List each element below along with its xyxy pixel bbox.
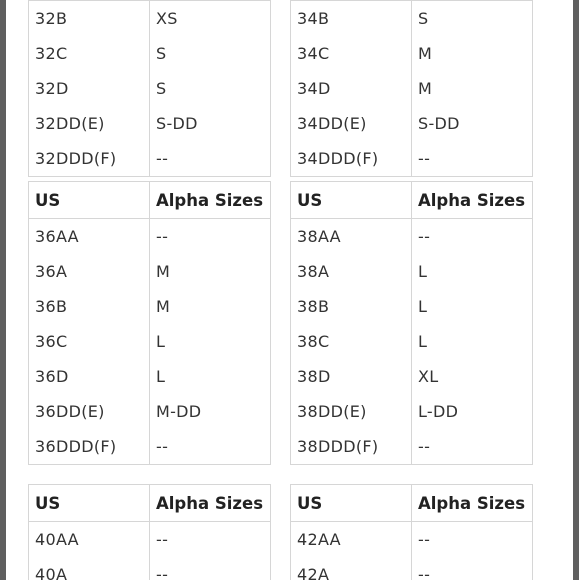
table-row xyxy=(29,557,271,580)
alpha-size-cell: -- xyxy=(156,530,169,549)
size-table-32 xyxy=(28,0,271,177)
us-size-cell: 36A xyxy=(29,254,150,289)
table-header-row xyxy=(29,485,271,522)
alpha-size-cell: -- xyxy=(418,530,431,549)
us-size-cell: 40A xyxy=(29,557,150,580)
table-header-row xyxy=(291,485,533,522)
us-size-cell: 38C xyxy=(291,324,412,359)
table-row xyxy=(291,71,533,106)
us-size-cell: 42AA xyxy=(291,522,412,558)
us-size-cell: 36AA xyxy=(29,219,150,255)
table-row xyxy=(29,36,271,71)
alpha-size-cell: XS xyxy=(156,9,178,28)
alpha-size-cell: S-DD xyxy=(156,114,198,133)
us-size-cell: 34C xyxy=(291,36,412,71)
column-header-alpha-sizes: Alpha Sizes xyxy=(150,485,271,522)
alpha-size-cell: L xyxy=(156,367,166,386)
alpha-size-cell: -- xyxy=(156,437,169,456)
table-row xyxy=(291,359,533,394)
us-size-cell: 32B xyxy=(29,1,150,37)
us-size-cell: 36DDD(F) xyxy=(29,429,150,465)
us-size-cell: 36DD(E) xyxy=(29,394,150,429)
table-row xyxy=(291,557,533,580)
alpha-size-cell: XL xyxy=(418,367,439,386)
table-row xyxy=(291,522,533,558)
table-row xyxy=(291,1,533,37)
table-row xyxy=(291,141,533,177)
table-header-row xyxy=(29,182,271,219)
us-size-cell: 38DD(E) xyxy=(291,394,412,429)
us-size-cell: 36C xyxy=(29,324,150,359)
alpha-size-cell: -- xyxy=(156,565,169,580)
table-row xyxy=(29,359,271,394)
alpha-size-cell: -- xyxy=(418,149,431,168)
us-size-cell: 36D xyxy=(29,359,150,394)
us-size-cell: 38D xyxy=(291,359,412,394)
table-row xyxy=(29,429,271,465)
table-row xyxy=(291,36,533,71)
alpha-size-cell: -- xyxy=(156,149,169,168)
table-row xyxy=(291,219,533,255)
alpha-size-cell: L xyxy=(418,297,428,316)
alpha-size-cell: -- xyxy=(156,227,169,246)
us-size-cell: 36B xyxy=(29,289,150,324)
us-size-cell: 34DD(E) xyxy=(291,106,412,141)
size-table-42 xyxy=(290,484,533,580)
table-row xyxy=(29,106,271,141)
column-header-us: US xyxy=(291,182,412,219)
table-row xyxy=(291,254,533,289)
table-row xyxy=(29,254,271,289)
us-size-cell: 34D xyxy=(291,71,412,106)
us-size-cell: 32C xyxy=(29,36,150,71)
column-header-alpha-sizes: Alpha Sizes xyxy=(412,485,533,522)
table-row xyxy=(291,324,533,359)
table-row xyxy=(29,394,271,429)
us-size-cell: 38AA xyxy=(291,219,412,255)
alpha-size-cell: M-DD xyxy=(156,402,202,421)
table-header-row xyxy=(291,182,533,219)
us-size-cell: 38DDD(F) xyxy=(291,429,412,465)
us-size-cell: 32DDD(F) xyxy=(29,141,150,177)
alpha-size-cell: S-DD xyxy=(418,114,460,133)
us-size-cell: 32DD(E) xyxy=(29,106,150,141)
table-row xyxy=(29,71,271,106)
alpha-size-cell: L xyxy=(418,262,428,281)
table-row xyxy=(29,289,271,324)
table-row xyxy=(29,219,271,255)
table-row xyxy=(29,324,271,359)
table-row xyxy=(291,429,533,465)
column-header-alpha-sizes: Alpha Sizes xyxy=(412,182,533,219)
us-size-cell: 38A xyxy=(291,254,412,289)
size-table-40 xyxy=(28,484,271,580)
size-chart-panel xyxy=(6,0,573,580)
size-table-34 xyxy=(290,0,533,177)
table-row xyxy=(29,522,271,558)
alpha-size-cell: L xyxy=(418,332,428,351)
table-row xyxy=(29,141,271,177)
alpha-size-cell: M xyxy=(418,79,433,98)
table-row xyxy=(291,106,533,141)
table-row xyxy=(291,394,533,429)
alpha-size-cell: S xyxy=(156,79,167,98)
column-header-us: US xyxy=(291,485,412,522)
alpha-size-cell: -- xyxy=(418,565,431,580)
alpha-size-cell: S xyxy=(156,44,167,63)
alpha-size-cell: L xyxy=(156,332,166,351)
table-row xyxy=(291,289,533,324)
size-table-38 xyxy=(290,181,533,465)
alpha-size-cell: M xyxy=(418,44,433,63)
alpha-size-cell: M xyxy=(156,297,171,316)
size-table-36 xyxy=(28,181,271,465)
us-size-cell: 38B xyxy=(291,289,412,324)
alpha-size-cell: M xyxy=(156,262,171,281)
us-size-cell: 42A xyxy=(291,557,412,580)
us-size-cell: 34DDD(F) xyxy=(291,141,412,177)
alpha-size-cell: -- xyxy=(418,227,431,246)
column-header-us: US xyxy=(29,485,150,522)
column-header-alpha-sizes: Alpha Sizes xyxy=(150,182,271,219)
column-header-us: US xyxy=(29,182,150,219)
table-row xyxy=(29,1,271,37)
alpha-size-cell: L-DD xyxy=(418,402,459,421)
alpha-size-cell: S xyxy=(418,9,429,28)
alpha-size-cell: -- xyxy=(418,437,431,456)
us-size-cell: 34B xyxy=(291,1,412,37)
us-size-cell: 32D xyxy=(29,71,150,106)
us-size-cell: 40AA xyxy=(29,522,150,558)
